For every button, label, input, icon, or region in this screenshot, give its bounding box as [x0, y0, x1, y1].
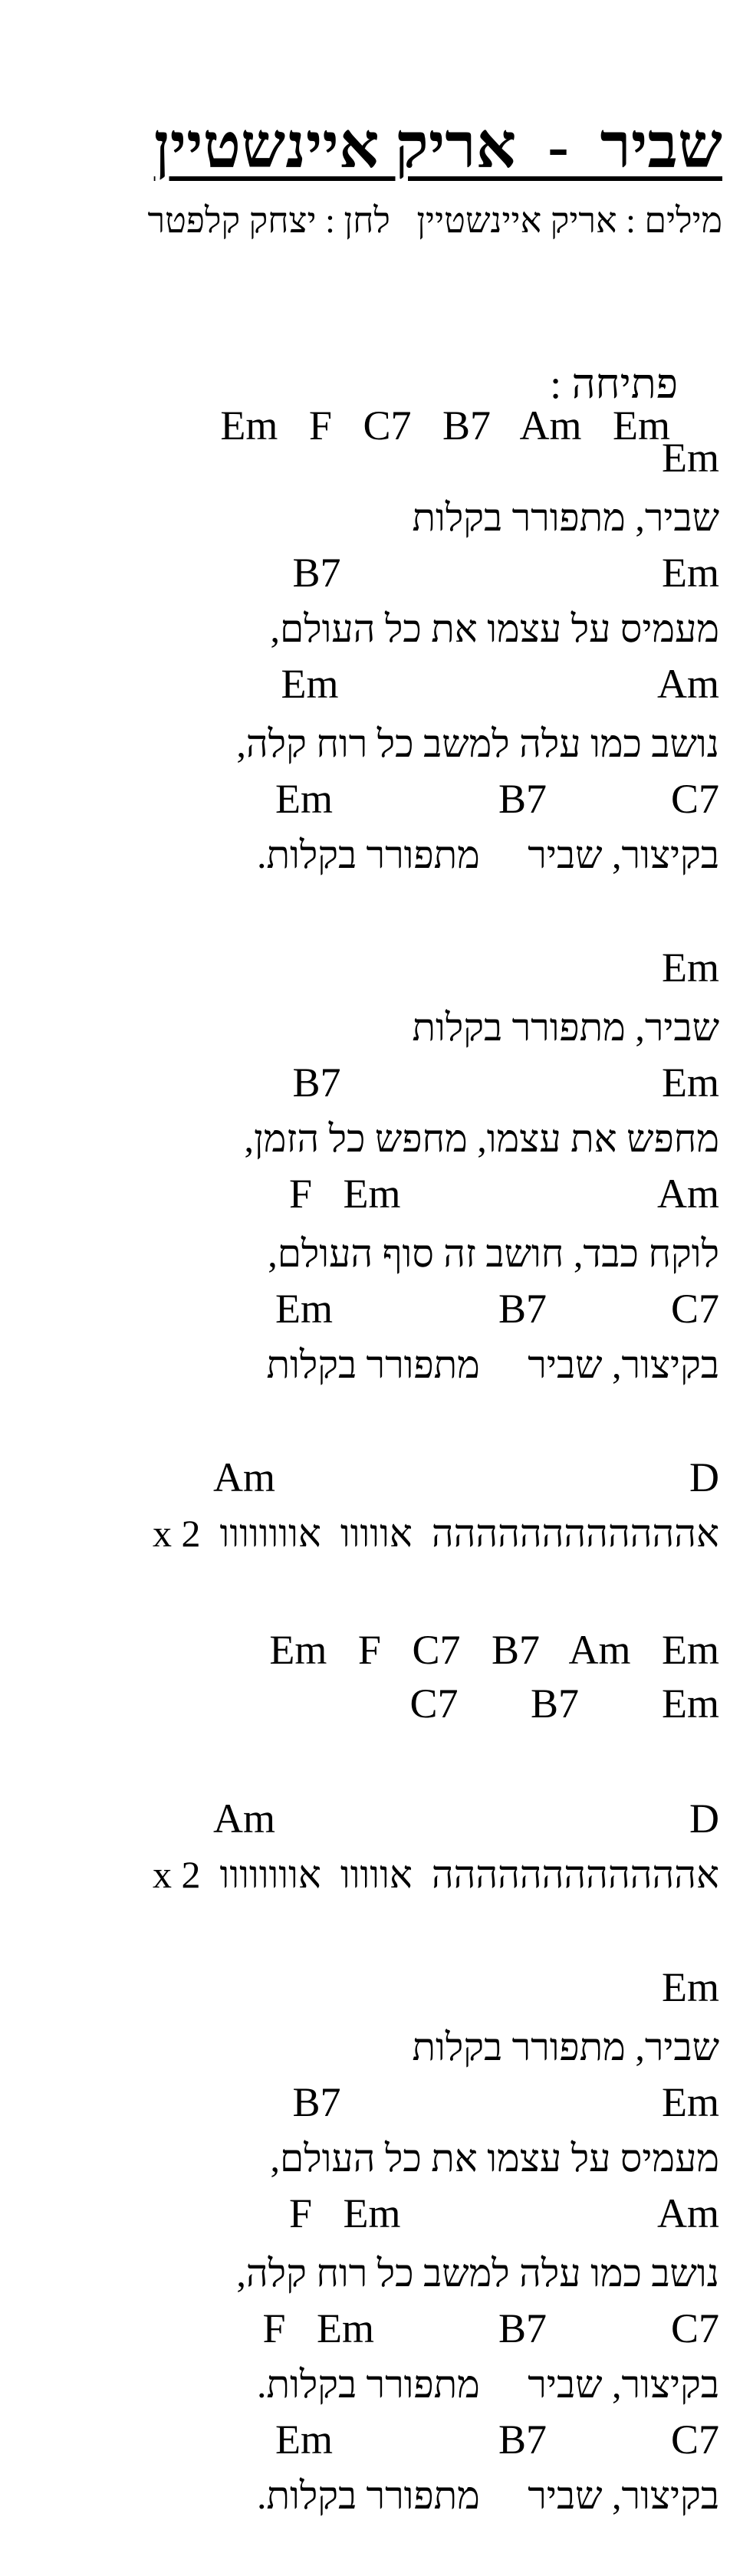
song-title: שביר - אריק איינשטיין — [153, 111, 722, 181]
verse2-lyric-3: לוקח כבד, חושב זה סוף העולם, — [268, 1232, 719, 1275]
verse3-lyric-4: בקיצור, שביר מתפורר בקלות. — [257, 2363, 719, 2406]
verse3-lyric-5: בקיצור, שביר מתפורר בקלות. — [257, 2474, 719, 2517]
interlude-chords-2: C7 B7 Em — [409, 1681, 719, 1727]
verse1-lyric-4: בקיצור, שביר מתפורר בקלות. — [257, 833, 719, 876]
chorus2-line: אהההההההההההה אווווו אוווווווו x 2 — [153, 1853, 719, 1896]
verse3-lyric-1: שביר, מתפורר בקלות — [412, 2026, 719, 2068]
verse2-chords-4: Em B7 C7 — [275, 1286, 719, 1332]
verse3-chords-1: Em — [662, 1964, 719, 2010]
verse1-lyric-3: נושב כמו עלה למשב כל רוח קלה, — [236, 722, 719, 765]
verse3-chords-2: B7 Em — [292, 2079, 719, 2125]
verse1-lyric-2: מעמיס על עצמו את כל העולם, — [270, 607, 719, 650]
verse2-chords-3: F Em Am — [288, 1171, 719, 1217]
verse2-chords-2: B7 Em — [292, 1060, 719, 1106]
verse1-lyric-1: שביר, מתפורר בקלות — [412, 496, 719, 539]
verse3-lyric-3: נושב כמו עלה למשב כל רוח קלה, — [236, 2252, 719, 2295]
verse1-chords-4: Em B7 C7 — [275, 776, 719, 822]
intro-chords: Em F C7 B7 Am Em — [220, 402, 670, 449]
verse2-chords-1: Em — [662, 945, 719, 991]
verse3-lyric-2: מעמיס על עצמו את כל העולם, — [270, 2137, 719, 2180]
verse3-chords-4: F Em B7 C7 — [262, 2305, 719, 2351]
chorus2-chords: Am D — [213, 1796, 719, 1842]
chorus1-chords: Am D — [213, 1454, 719, 1500]
verse1-chords-2: B7 Em — [292, 550, 719, 596]
interlude-chords-1: Em F C7 B7 Am Em — [269, 1627, 719, 1673]
song-credits: מילים : אריק איינשטיין לחן : יצחק קלפטר — [147, 201, 722, 240]
verse2-lyric-4: בקיצור, שביר מתפורר בקלות — [266, 1343, 719, 1386]
verse2-lyric-1: שביר, מתפורר בקלות — [412, 1006, 719, 1049]
chorus1-line: אהההההההההההה אווווו אוווווווו x 2 — [153, 1512, 719, 1555]
intro-line — [220, 322, 719, 488]
verse1-chords-3: Em Am — [281, 661, 719, 707]
verse3-chords-5: Em B7 C7 — [275, 2417, 719, 2463]
verse3-chords-3: F Em Am — [288, 2190, 719, 2236]
verse2-lyric-2: מחפש את עצמו, מחפש כל הזמן, — [244, 1117, 719, 1160]
intro-label: פתיחה : — [550, 361, 678, 407]
verse1-chords-1: Em — [662, 435, 719, 481]
